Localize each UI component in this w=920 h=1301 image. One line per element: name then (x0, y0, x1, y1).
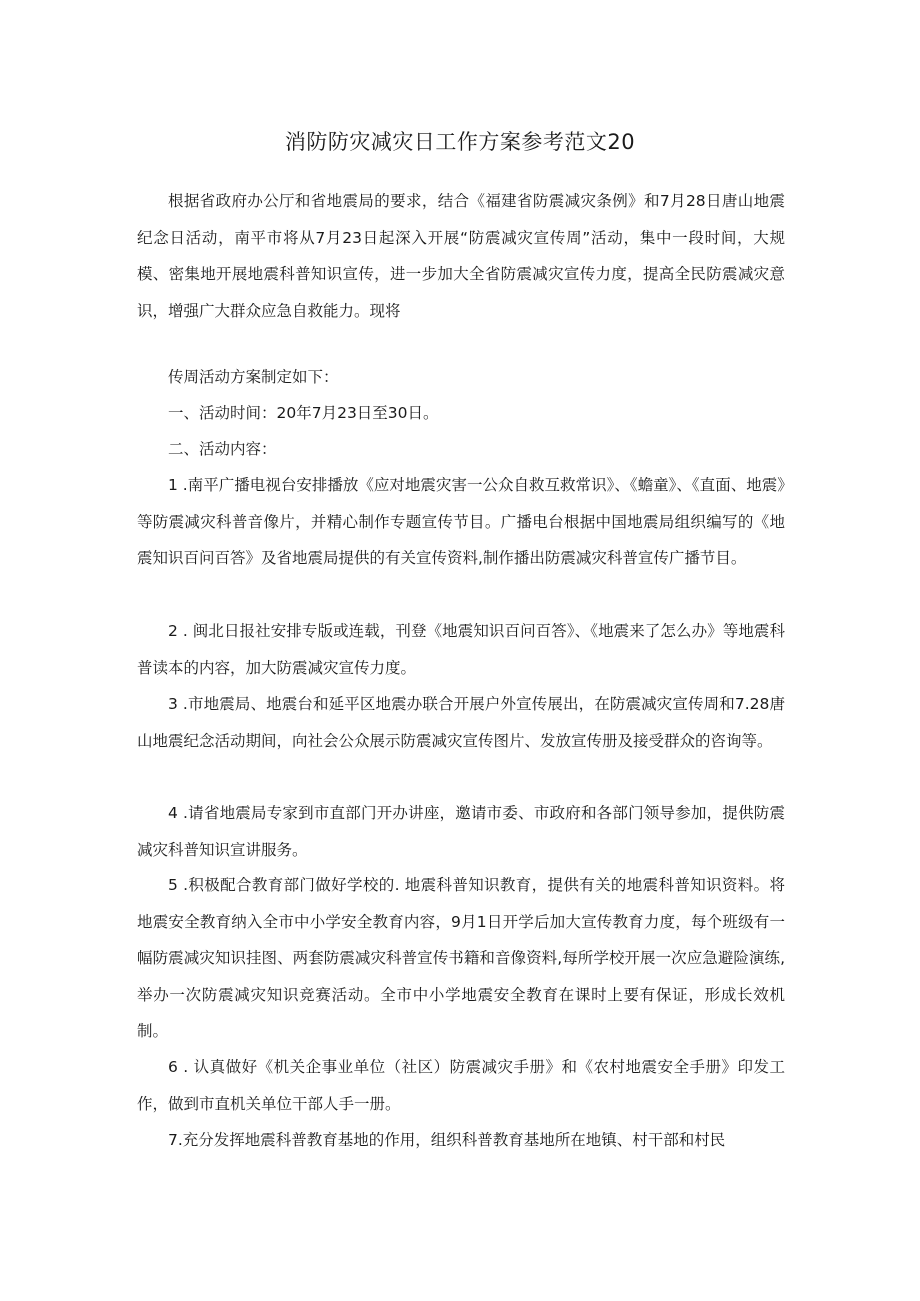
paragraph-item-3: 3 .市地震局、地震台和延平区地震办联合开展户外宣传展出，在防震减灾宣传周和7.28唐山地震纪念活动期间，向社会公众展示防震减灾宣传图片、发放宣传册及接受群众的咨询等。 (137, 695, 785, 750)
paragraph-item-5: 5 .积极配合教育部门做好学校的. 地震科普知识教育，提供有关的地震科普知识资料。将地震安全教育纳入全市中小学安全教育内容，9月1日开学后加大宣传教育力度，每个班级有一幅防震减灾知识挂图、两套防震减灾科普宣传书籍和音像资料,每所学校开展一次应急避险演练,举办一次防震减灾知识竞赛活动。全市中小学地震安全教育在课时上要有保证，形成长效机制。 (137, 876, 785, 1040)
paragraph-item-7: 7.充分发挥地震科普教育基地的作用，组织科普教育基地所在地镇、村干部和村民 (168, 1131, 726, 1149)
paragraph-activity-time: 一、活动时间：20年7月23日至30日。 (168, 404, 439, 422)
paragraph-plan-intro: 传周活动方案制定如下： (168, 368, 339, 386)
paragraph-item-4: 4 .请省地震局专家到市直部门开办讲座，邀请市委、市政府和各部门领导参加，提供防震减灾科普知识宣讲服务。 (137, 804, 785, 859)
paragraph-item-2: 2 . 闽北日报社安排专版或连载，刊登《地震知识百问百答》、《地震来了怎么办》等地震科普读本的内容，加大防震减灾宣传力度。 (137, 622, 785, 677)
document-title: 消防防灾减灾日工作方案参考范文20 (284, 130, 636, 154)
paragraph-intro: 根据省政府办公厅和省地震局的要求，结合《福建省防震减灾条例》和7月28日唐山地震纪念日活动，南平市将从7月23日起深入开展“防震减灾宣传周”活动，集中一段时间，大规模、密集地开展地震科普知识宣传，进一步加大全省防震减灾宣传力度，提高全民防震减灾意识，增强广大群众应急自救能力。现将 (137, 192, 785, 320)
paragraph-item-6: 6 . 认真做好《机关企事业单位（社区）防震减灾手册》和《农村地震安全手册》印发工作，做到市直机关单位干部人手一册。 (137, 1058, 785, 1113)
paragraph-activity-content-heading: 二、活动内容： (168, 440, 277, 458)
paragraph-item-1: 1 .南平广播电视台安排播放《应对地震灾害一公众自救互救常识》、《蟾童》、《直面、地震》等防震减灾科普音像片，并精心制作专题宣传节目。广播电台根据中国地震局组织编写的《地震知识百问百答》及省地震局提供的有关宣传资料,制作播出防震减灾科普宣传广播节目。 (137, 476, 785, 567)
